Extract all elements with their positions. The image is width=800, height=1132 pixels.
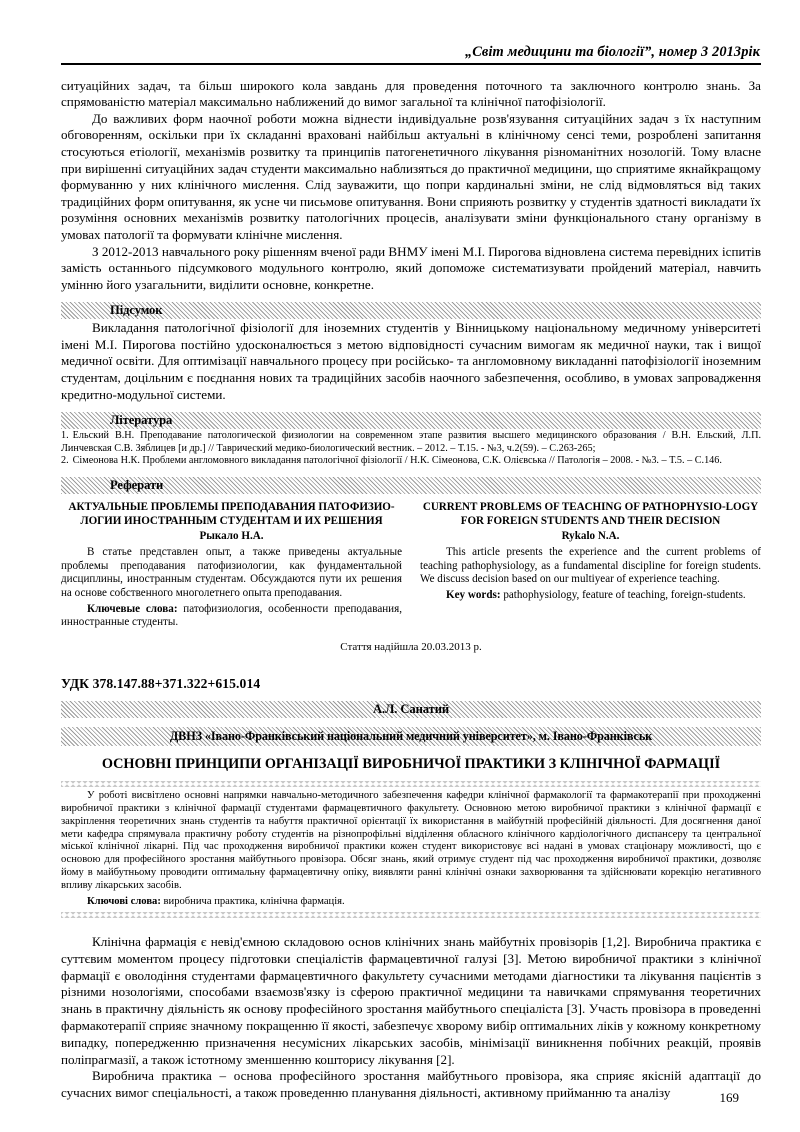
section-header-summary-label: Підсумок — [110, 303, 163, 318]
article-body — [61, 934, 761, 1102]
abstract-keywords-text: pathophysiology, feature of teaching, foreign-students. — [500, 589, 746, 601]
zigzag-divider-top — [61, 781, 761, 787]
abstract-russian — [61, 501, 402, 630]
article-author: А.Л. Санатий — [372, 701, 450, 716]
abstract-keywords-label: Key words: — [446, 589, 501, 601]
abstract-author: Рыкало Н.А. — [199, 530, 264, 543]
abstract-columns — [61, 501, 761, 630]
summary-text: Викладання патологічної фізіології для іноземних студентів у Вінницькому національному медичному університеті імені М.І. Пирогова постійно удосконалюється з метою відповідності сучасним вимогам як медичної науки, так і вищої медичної освіти. Для оптимізації навчального процесу при російсько- та англомовному викладанні патофізіології іноземним студентам, доцільним є поєднання нових та традиційних засобів наочного забезпечення, особливо, в умовах запровадження кредитно-модульної системи. — [61, 320, 761, 402]
article-keywords-label: Ключові слова: — [87, 896, 161, 908]
section-header-references — [61, 412, 761, 429]
abstract-keywords-label: Ключевые слова: — [87, 602, 178, 615]
reference-item — [61, 430, 761, 455]
section-header-summary — [61, 302, 761, 319]
paragraph: До важливих форм наочної роботи можна віднести індивідуальне розв'язування ситуаційних задач з їх наступним обговоренням, оскільки при їх складанні враховані найбільш актуальні в клінічному сенсі теми, розроблені запитання стосуються етіології, механізмів розвитку та принципів патогенетичного лікування різноманітних нозологій. Тому власне при вирішенні ситуаційних задач студенти максимально наблизяться до практичної медицини, що сприятиме якнайкращому формуванню у них клінічного мислення. Слід зауважити, що попри кардинальні зміни, не слід відмовляться від таких традиційних форм опитування, як усне чи письмове опитування. Вони сприяють розвитку у студентів здатності викладати їх розуміння основних механізмів розвитку патологічних процесів, аналізувати зміни функціонального стану організму в умовах патології та формувати клінічне мислення. — [61, 110, 761, 242]
zigzag-divider-bottom — [61, 912, 761, 918]
reference-number: 1. — [61, 430, 69, 442]
abstract-keywords — [61, 603, 402, 630]
abstract-body: В статье представлен опыт, а также приведены актуальные проблемы преподавания патофизиологии, как фундаментальной дисциплины, иностранным студентам. Обсуждаются пути их решения на основе собственного многолетнего опыта преподавания. — [61, 546, 402, 599]
section-header-abstracts-label: Реферати — [110, 478, 164, 493]
article-affiliation-bar — [61, 727, 761, 746]
abstract-author: Rykalo N.A. — [561, 530, 620, 543]
paragraph: ситуаційних задач, та більш широкого кола завдань для проведення поточного та заключного контролю знань. За спрямованістю матеріал максимально наближений до вимог загальної та клінічної патофізіології. — [61, 77, 761, 110]
running-head: „Світ медицини та біології”, номер 3 2013рік — [464, 44, 760, 60]
article-keywords — [61, 896, 761, 909]
running-head-rule — [61, 63, 761, 65]
section-header-references-label: Література — [110, 413, 173, 428]
page-number: 169 — [719, 1090, 739, 1105]
article-keywords-text: виробнича практика, клінічна фармація. — [160, 896, 345, 908]
abstract-body: This article presents the experience and the current problems of teaching pathophysiology, as a fundamental discipline for foreign students. We discuss decision based on our multiyear of experience teaching. — [420, 546, 761, 586]
abstract-framed-block — [61, 781, 761, 918]
reference-number: 2. — [61, 455, 69, 467]
article-author-bar — [61, 701, 761, 718]
article-title: ОСНОВНІ ПРИНЦИПИ ОРГАНІЗАЦІЇ ВИРОБНИЧОЇ ПРАКТИКИ З КЛІНІЧНОЇ ФАРМАЦІЇ — [101, 755, 721, 772]
udk-code: УДК 378.147.88+371.322+615.014 — [61, 675, 261, 691]
abstract-title: CURRENT PROBLEMS OF TEACHING OF PATHOPHYSIO-LOGY FOR FOREIGN STUDENTS AND THEIR DECISION — [422, 501, 759, 527]
article-affiliation: ДВНЗ «Івано-Франківський національний медичний університет», м. Івано-Франківськ — [169, 728, 653, 743]
paragraph: Клінічна фармація є невід'ємною складовою основ клінічних знань майбутніх провізорів [1,2]. Виробнича практика є суттєвим моментом процесу підготовки спеціалістів фармацевтичної галузі [3]. Метою виробничої практики з клінічної фармації є оволодіння студентами фармацевтичного факультету сучасними методами діагностики та лікування пацієнтів з різними нозологіями, способами взаємозв'язку із сферою практичної медицини та навичками спрямування теоретичних знань в практичну діяльність як основу професійного зростання майбутнього спеціаліста [3]. Участь провізора в проведенні фармакотерапії сприяє значному покращенню її якості, забезпечує хворому вибір оптимальних ліків у кожному конкретному випадку, попередженню призначення несумісних лікарських засобів, мінімізації виникнення побічних реакцій, проявів поліпрагмазії, а також істотному зменшенню кошторису лікування [2]. — [61, 933, 761, 1067]
paragraph: З 2012-2013 навчального року рішенням вченої ради ВНМУ імені М.І. Пирогова відновлена система перевідних іспитів замість останнього підсумкового модульного контролю, який допоможе систематизувати пройдений матеріал, навчить умінню його узагальнити, виділити основне, конкретне. — [61, 243, 761, 292]
page-content — [61, 44, 761, 1102]
reference-text: Сімеонова Н.К. Проблеми англомовного викладання патологічної фізіології / Н.К. Сімеонова, С.К. Олієвська // Патологія – 2008. - №3. – Т.5. – С.146. — [72, 455, 722, 467]
article-abstract: У роботі висвітлено основні напрямки навчально-методичного забезпечення кафедри клінічної фармакології та фармакотерапії при проходженні виробничої практики з клінічної фармації студентами фармацевтичного факультету. Основною метою виробничої практики з клінічної фармації є закріплення теоретичних знань студентів та набуття практичної орієнтації їх використання в майбутній професійній діяльності. Для досягнення даної мети кафедра спрямувала практичну роботу студентів на різнопрофільні відділення обласного клінічного кардіологічного диспансеру та центральної міської клінічної лікарні. Під час проходження виробничої практики кожен студент використовує всі надані в умовах стаціонару можливості, що є основою для професійного зростання майбутнього провізора. Обсяг знань, який отримує студент під час проходження виробничої практики, дозволяє йому в майбутньому проводити оптимальну фармацевтичну опіку, виявляти ранні клінічні ознаки захворювання та здійснювати корекцію негативного впливу лікарських засобів. — [61, 789, 761, 892]
reference-item — [61, 455, 761, 468]
abstract-title: АКТУАЛЬНЫЕ ПРОБЛЕМЫ ПРЕПОДАВАНИЯ ПАТОФИЗИО-ЛОГИИ ИНОСТРАННЫМ СТУДЕНТАМ И ИХ РЕШЕНИЯ — [68, 501, 395, 527]
section-header-abstracts — [61, 477, 761, 494]
paragraph: Виробнича практика – основа професійного зростання майбутнього провізора, яка сприяє якісній адаптації до сучасних вимог спеціальності, а також проведенню планування діяльності, активному прийманню та аналізу — [61, 1068, 761, 1101]
reference-text: Ельский В.Н. Преподавание патологической физиологии на современном этапе развития высшего медицинского образования / В.Н. Ельский, Л.П. Линчевская С.В. Зяблицев [и др.] // Таврический медико-биологический вестник. – 2012. – Т.15. - №3, ч.2(59). – С.263-265; — [61, 430, 761, 454]
submitted-date: Стаття надійшла 20.03.2013 р. — [340, 640, 482, 653]
abstract-keywords-text: патофизиология, особенности преподавания, инностранные студенты. — [61, 602, 402, 629]
abstract-english — [420, 501, 761, 630]
abstract-keywords — [420, 589, 761, 603]
